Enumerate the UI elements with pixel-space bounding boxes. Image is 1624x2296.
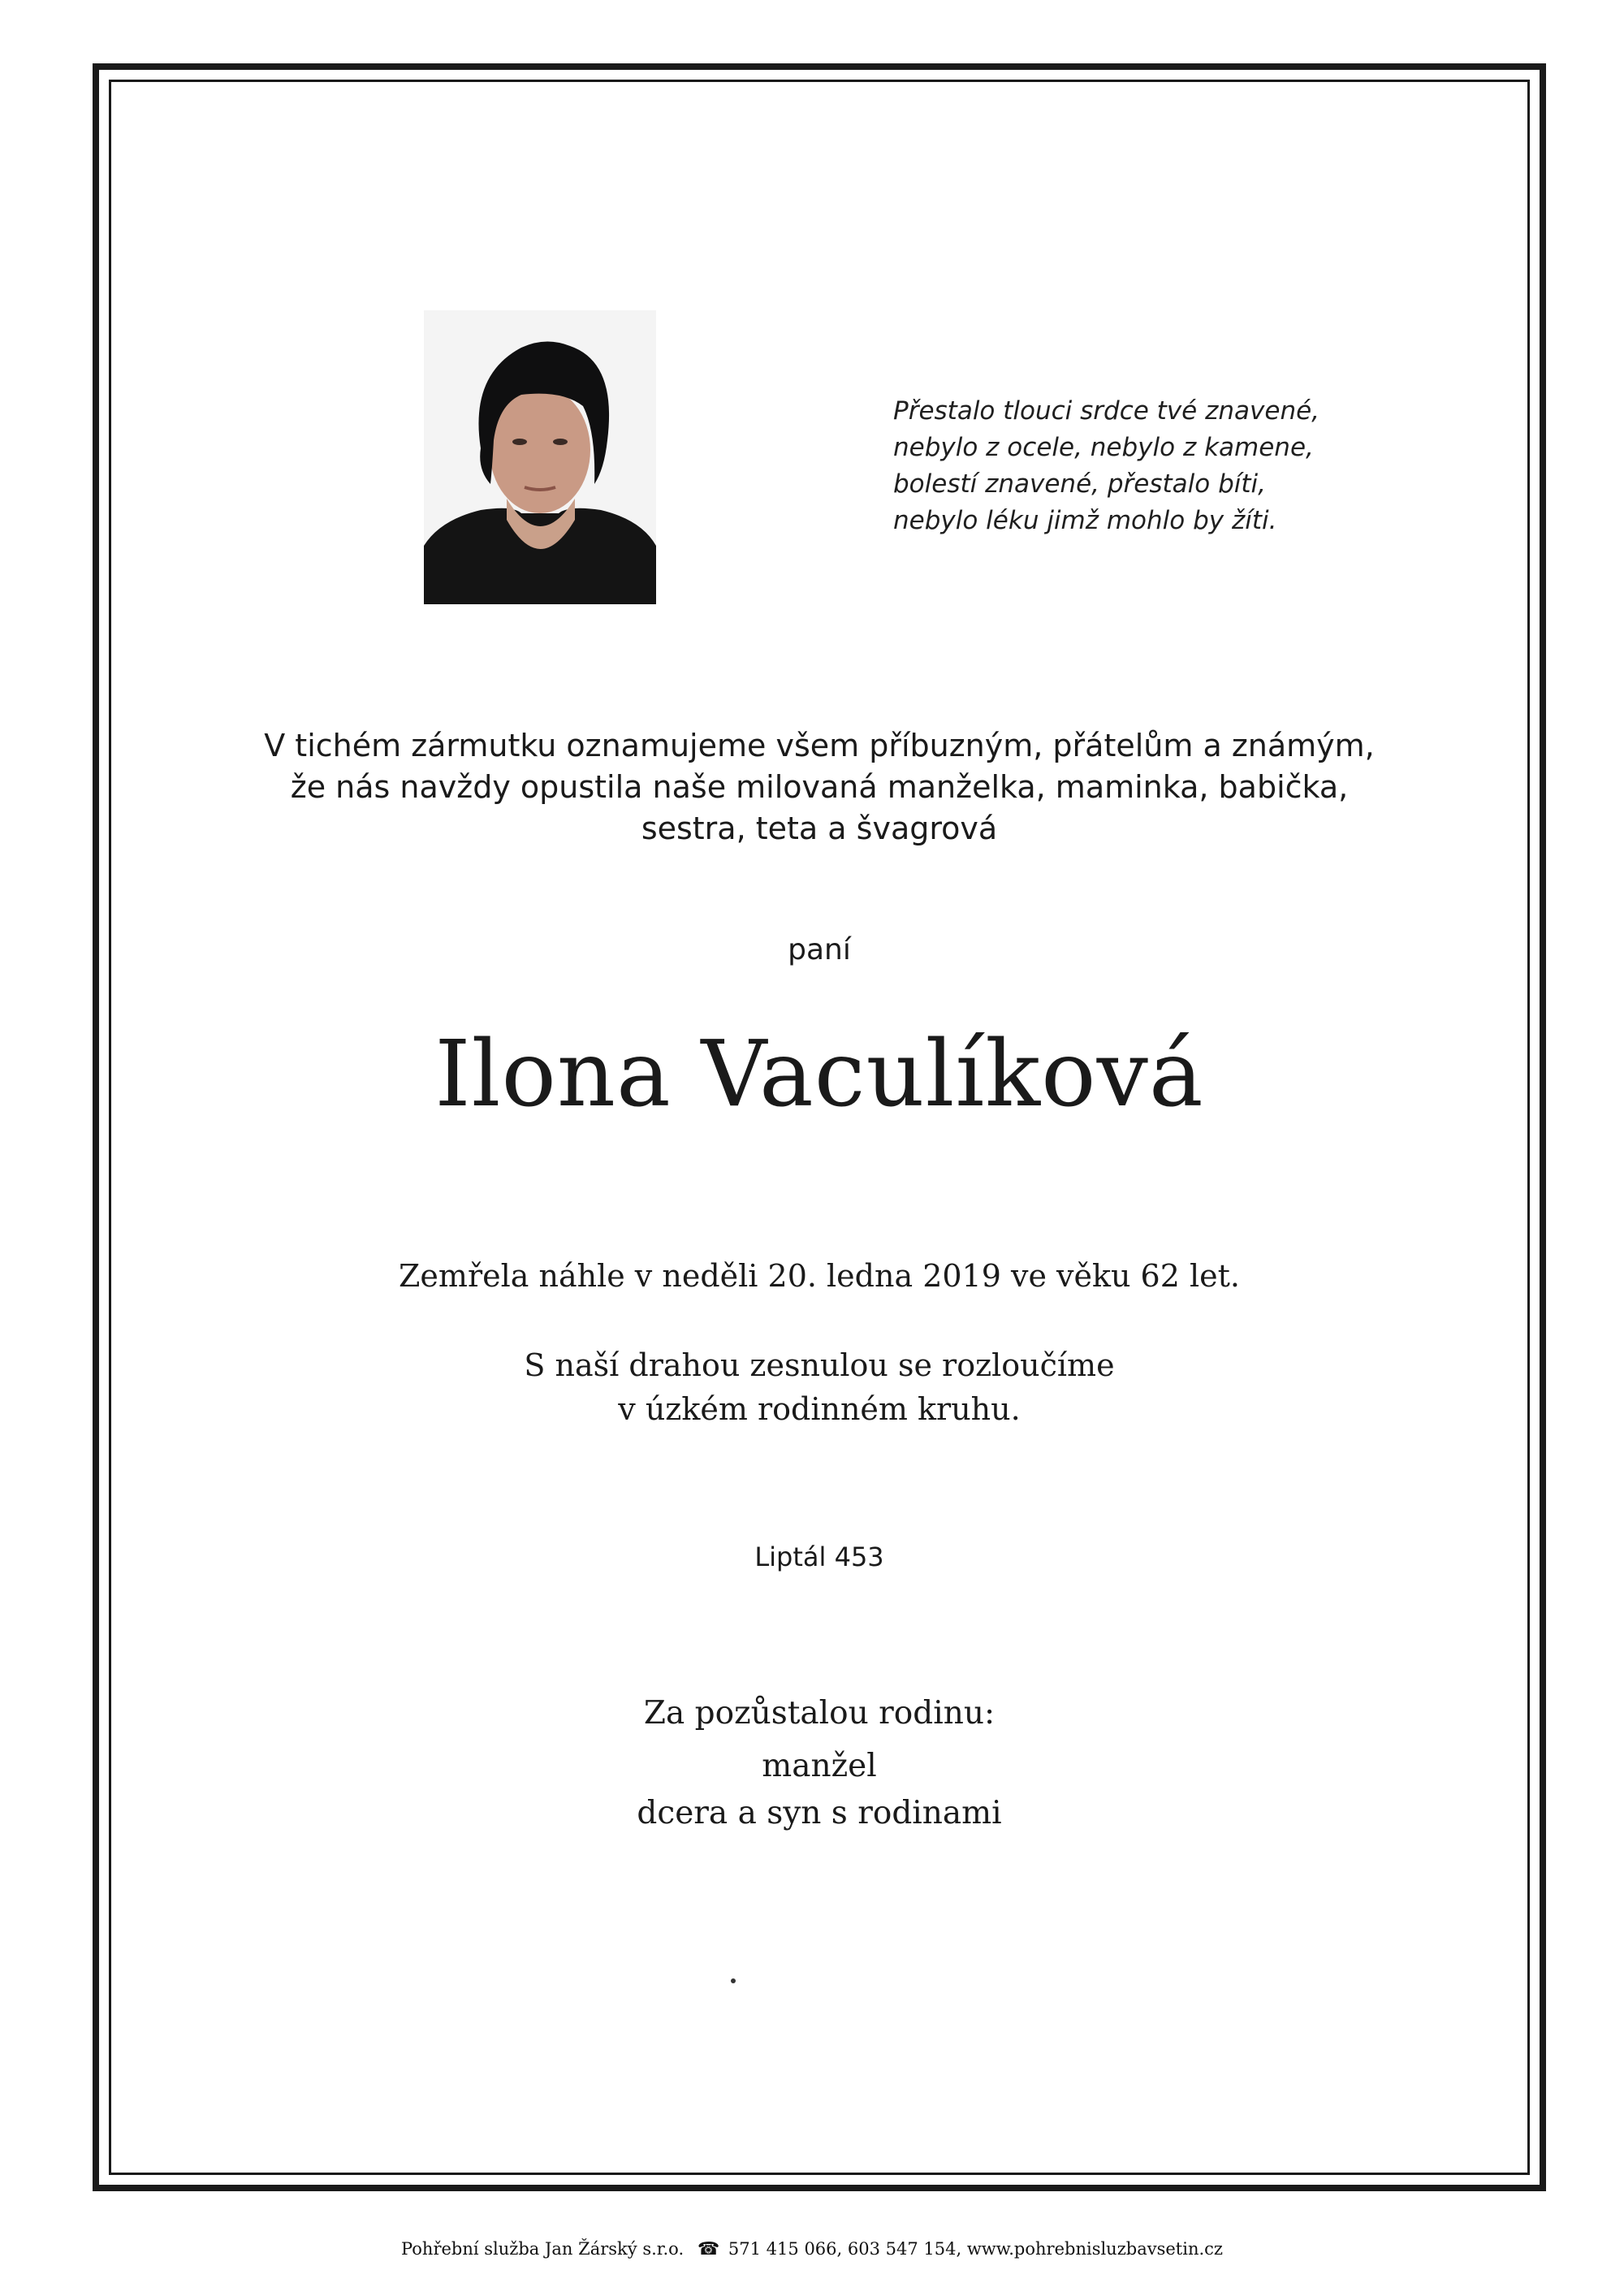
decorative-dot bbox=[731, 1978, 736, 1983]
farewell-line: S naší drahou zesnulou se rozloučíme bbox=[524, 1347, 1115, 1383]
poem-line: nebylo z ocele, nebylo z kamene, bbox=[893, 433, 1314, 462]
family-member: dcera a syn s rodinami bbox=[637, 1795, 1002, 1831]
announcement-line: V tichém zármutku oznamujeme všem příbuzným, přátelům a známým, bbox=[264, 728, 1375, 763]
family-member: manžel bbox=[762, 1748, 877, 1784]
farewell-line: v úzkém rodinném kruhu. bbox=[618, 1391, 1021, 1427]
salutation: paní bbox=[788, 933, 851, 966]
announcement-line: sestra, teta a švagrová bbox=[641, 811, 998, 846]
phone-icon: ☎ bbox=[697, 2239, 720, 2259]
poem-line: Přestalo tlouci srdce tvé znavené, bbox=[893, 396, 1320, 426]
announcement-text bbox=[109, 725, 1530, 850]
family-members bbox=[109, 1743, 1530, 1837]
footer-company: Pohřební služba Jan Žárský s.r.o. bbox=[401, 2239, 685, 2259]
address: Liptál 453 bbox=[754, 1541, 884, 1572]
farewell-text bbox=[109, 1343, 1530, 1431]
portrait-photo bbox=[424, 310, 656, 604]
poem-line: nebylo léku jimž mohlo by žíti. bbox=[893, 506, 1277, 535]
announcement-line: že nás navždy opustila naše milovaná manželka, maminka, babička, bbox=[290, 769, 1349, 805]
death-notice: Zemřela náhle v neděli 20. ledna 2019 ve věku 62 let. bbox=[399, 1258, 1240, 1294]
footer bbox=[0, 2237, 1624, 2262]
poem-line: bolestí znavené, přestalo bíti, bbox=[893, 469, 1267, 499]
deceased-name: Ilona Vaculíková bbox=[434, 1022, 1204, 1127]
memorial-poem bbox=[893, 393, 1413, 539]
footer-contact: 571 415 066, 603 547 154, www.pohrebnisluzbavsetin.cz bbox=[728, 2239, 1223, 2259]
family-title: Za pozůstalou rodinu: bbox=[643, 1695, 996, 1732]
